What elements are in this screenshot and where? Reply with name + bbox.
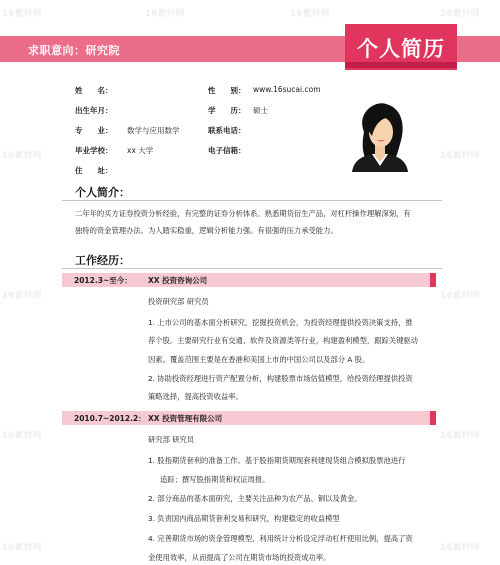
job-header bbox=[62, 411, 432, 425]
watermark: 16素材网 bbox=[440, 543, 480, 553]
gender-value: www.16sucai.com bbox=[253, 85, 321, 94]
avatar bbox=[346, 100, 414, 172]
work-title: 工作经历： bbox=[75, 254, 130, 267]
title-block-stripe bbox=[345, 62, 457, 68]
major-label: 专 业： bbox=[75, 126, 113, 135]
watermark: 16素材网 bbox=[2, 543, 42, 553]
job-line: 3. 负责国内商品期货套利交易和研究，构建稳定的收益模型 bbox=[148, 514, 340, 523]
watermark: 16素材网 bbox=[2, 151, 42, 161]
job-company: XX 投资咨询公司 bbox=[148, 276, 208, 285]
intro-line: 独特的资金管理办法。为人踏实稳重，逻辑分析能力强。有很强的压力承受能力。 bbox=[75, 226, 338, 235]
address-label: 住 址： bbox=[75, 166, 113, 175]
job-line: 策略选择，提高投资收益率。 bbox=[148, 392, 243, 401]
job-header bbox=[62, 273, 432, 287]
school-label: 毕业学校： bbox=[75, 146, 113, 155]
watermark: 16素材网 bbox=[290, 9, 330, 19]
watermark: 16素材网 bbox=[440, 9, 480, 19]
job-line: 1. 股指期货套利的准备工作。基于股指期货期现套利建现货组合模拟股票池进行 bbox=[148, 456, 406, 465]
watermark: 16素材网 bbox=[440, 291, 480, 301]
work-divider bbox=[62, 268, 442, 269]
job-date: 2012.3~至今： bbox=[74, 276, 132, 285]
intro-title: 个人简介： bbox=[75, 186, 130, 199]
job-bar-cap bbox=[430, 411, 436, 425]
gender-label: 性 别： bbox=[208, 86, 246, 95]
major-value: 数学与应用数学 bbox=[127, 126, 180, 135]
birth-label: 出生年月： bbox=[75, 106, 113, 115]
watermark: 16素材网 bbox=[2, 291, 42, 301]
job-line: 荐个股。主要研究行业有交通、软件及资源类等行业，构建盈利模型，跟踪关键驱动 bbox=[148, 336, 418, 345]
job-line: 追踪；撰写股指期货和权证周报。 bbox=[160, 475, 270, 484]
page-title: 个人简历 bbox=[357, 37, 445, 61]
edu-value: 硕士 bbox=[253, 106, 268, 115]
job-line: 因素。覆盖范围主要是在香港和美国上市的中国公司以及部分 A 股。 bbox=[148, 355, 370, 364]
phone-label: 联系电话： bbox=[208, 126, 246, 135]
job-line: 2. 协助投资经理进行资产配置分析，构建股票市场估值模型，给投资经理提供投资 bbox=[148, 374, 413, 383]
intro-paragraph bbox=[75, 205, 435, 239]
school-value: xx 大学 bbox=[127, 146, 154, 155]
intro-line: 二年年的买方证券投资分析经验，有完整的证券分析体系。熟悉期货衍生产品，对杠杆操作理解深刻，有 bbox=[75, 209, 411, 218]
job-company: XX 投资管理有限公司 bbox=[148, 414, 223, 423]
name-label: 姓 名： bbox=[75, 86, 113, 95]
job-target: 求职意向：研究院 bbox=[28, 44, 120, 57]
job-line: 2. 部分商品的基本面研究，主要关注品种为农产品、铜以及黄金。 bbox=[148, 494, 362, 503]
watermark: 16素材网 bbox=[145, 9, 185, 19]
job-line: 1. 上市公司的基本面分析研究，挖掘投资机会，为投资经理提供投资决策支持，推 bbox=[148, 318, 413, 327]
watermark: 16素材网 bbox=[2, 431, 42, 441]
watermark: 16素材网 bbox=[440, 431, 480, 441]
job-line: 4. 完善期货市场的资金管理模型，利用统计分析设定浮动杠杆使用比例，提高了资 bbox=[148, 534, 413, 543]
job-role: 研究部 研究员 bbox=[148, 435, 195, 444]
job-role: 投资研究部 研究员 bbox=[148, 297, 209, 306]
email-label: 电子信箱： bbox=[208, 146, 246, 155]
job-date: 2010.7~2012.2： bbox=[74, 414, 146, 423]
job-line: 金使用效率，从而提高了公司在期货市场的投资成功率。 bbox=[148, 553, 331, 562]
watermark: 16素材网 bbox=[2, 9, 42, 19]
edu-label: 学 历： bbox=[208, 106, 246, 115]
intro-divider bbox=[62, 200, 442, 201]
watermark: 16素材网 bbox=[440, 151, 480, 161]
job-bar-cap bbox=[430, 273, 436, 287]
